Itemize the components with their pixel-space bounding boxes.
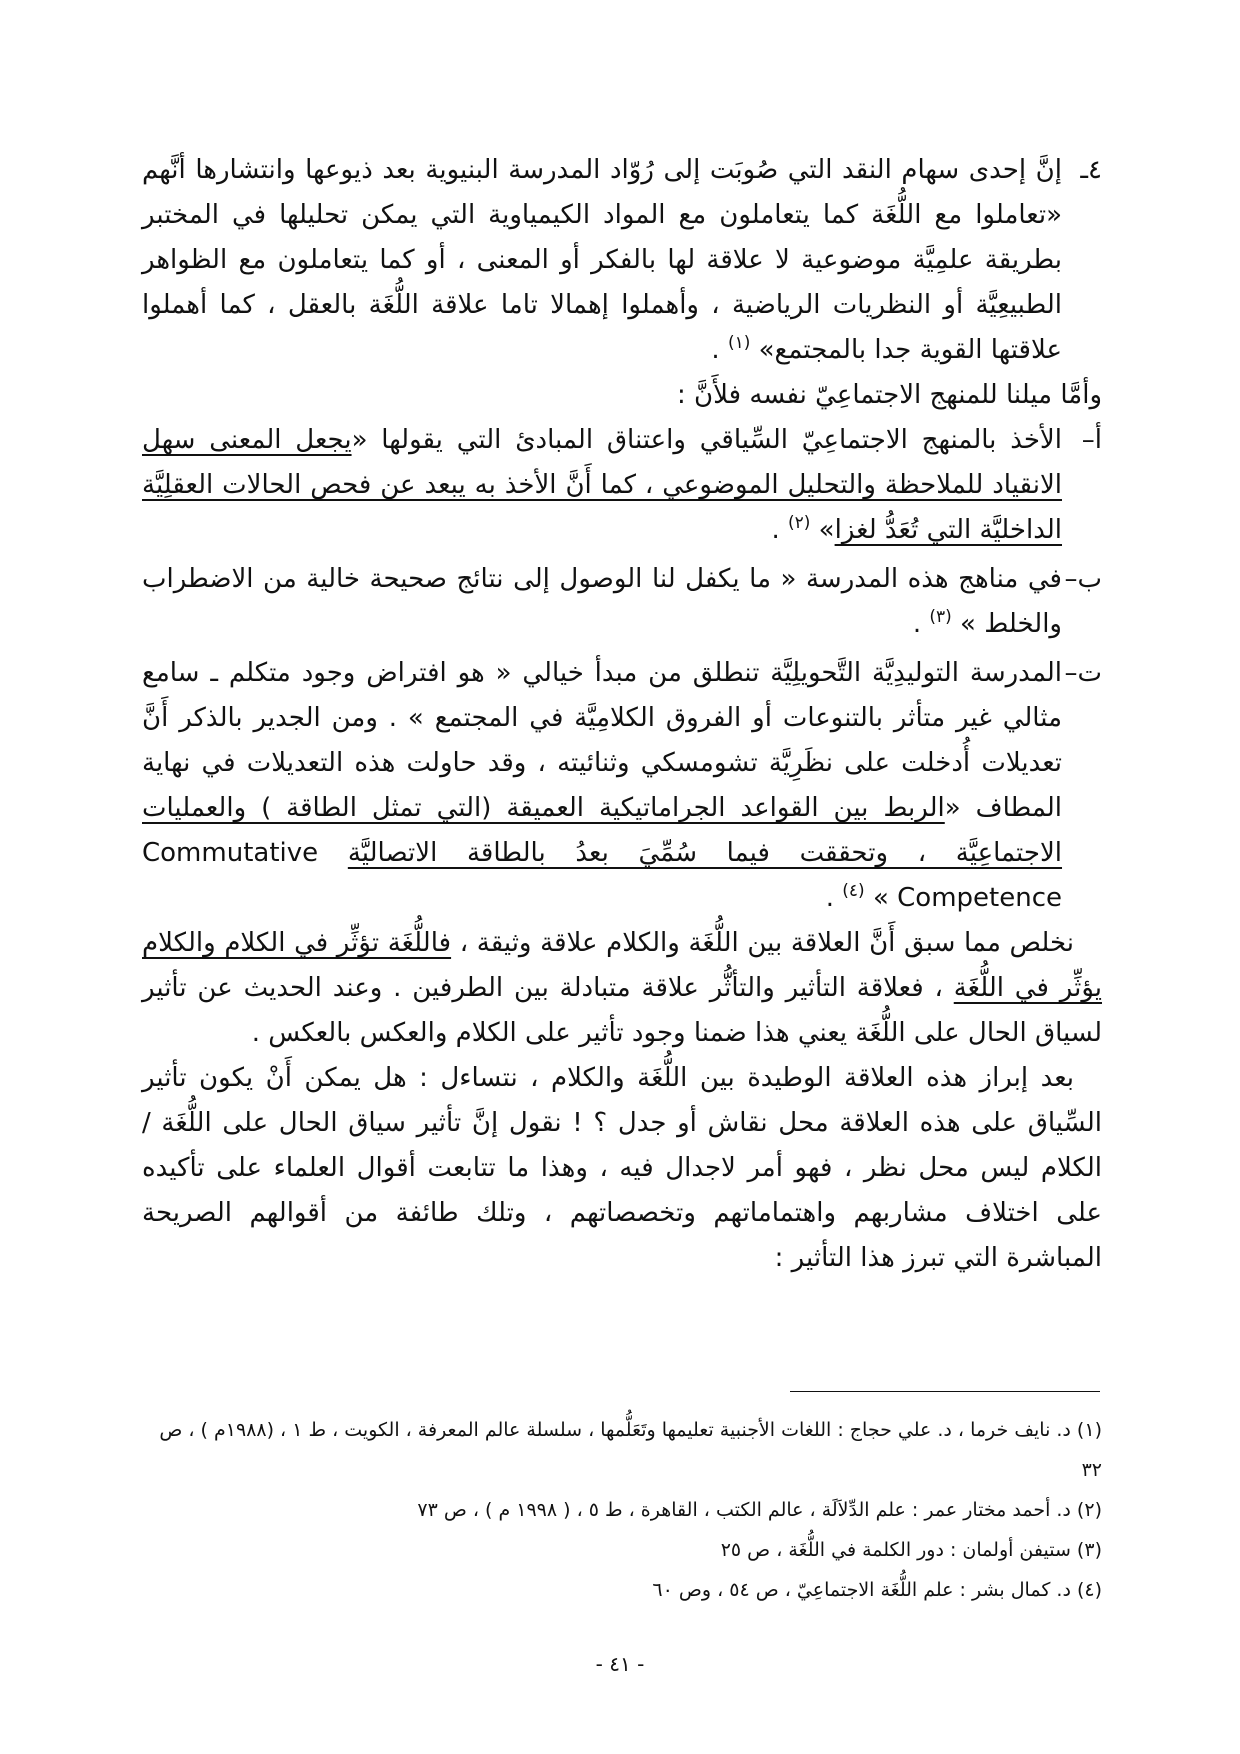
point-a: [142, 418, 1102, 553]
paragraph-1-rest: ، فعلاقة التأثير والتأثُّر علاقة متبادلة بين الطرفين . وعند الحديث عن تأثير لسياق الحال على اللُّغَة يعني هذا ضمنا وجود تأثير على الكلام والعكس بالعكس .: [142, 973, 1102, 1048]
point-a-text: الأخذ بالمنهج الاجتماعِيّ السِّياقي واعتناق المبادئ التي يقولها «: [351, 425, 1062, 455]
point-b-end: .: [912, 609, 922, 639]
point-t-content: [142, 651, 1062, 921]
paragraph-1-text: نخلص مما سبق أَنَّ العلاقة بين اللُّغَة والكلام علاقة وثيقة ،: [451, 928, 1074, 958]
footnotes: [142, 1410, 1102, 1610]
point-t-underlined: الربط بين القواعد الجراماتيكية العميقة (التي تمثل الطاقة ) والعمليات الاجتماعِيَّة ، وتحققت فيما سُمِّيَ بعدُ بالطاقة الاتصاليَّة: [142, 793, 1063, 868]
point-4-text: إنَّ إحدى سهام النقد التي صُوبَت إلى رُوّاد المدرسة البنيوية بعد ذيوعها وانتشارها أنَّهم «تعاملوا مع اللُّغَة كما يتعاملون مع المواد الكيمياوية التي يمكن تحليلها في المختبر بطريقة علمِيَّة موضوعية لا علاقة لها بالفكر أو المعنى ، أو كما يتعاملون مع الظواهر الطبيعِيَّة أو النظريات الرياضية ، وأهملوا إهمالا تاما علاقة اللُّغَة بالعقل ، كما أهملوا علاقتها القوية جدا بالمجتمع»: [142, 155, 1062, 365]
footnote-3: (٣) ستيفن أولمان : دور الكلمة في اللُّغَة ، ص ٢٥: [720, 1539, 1102, 1561]
point-t: [142, 651, 1102, 921]
point-b-content: [142, 557, 1062, 647]
point-t-latin-term: Commutative Competence: [142, 838, 1062, 913]
point-a-underlined: يجعل المعنى سهل الانقياد للملاحظة والتحليل الموضوعي ، كما أَنَّ الأخذ به يبعد عن فحص الحالات العقلِيَّة الداخليَّة التي تُعَدُّ لغزا: [142, 425, 1062, 545]
paragraph-1: [142, 921, 1102, 1056]
point-4-content: [142, 148, 1062, 373]
footnote-2: (٢) د. أحمد مختار عمر : علم الدِّلاَلَة ، عالم الكتب ، القاهرة ، ط ٥ ، ( ١٩٩٨ م ) ، ص ٧٣: [417, 1499, 1102, 1521]
point-t-text: المدرسة التوليدِيَّة التَّحويلِيَّة تنطلق من مبدأ خيالي « هو افتراض وجود متكلم ـ سامع مثالي غير متأثر بالتنوعات أو الفروق الكلامِيَّة في المجتمع » . ومن الجدير بالذكر أَنَّ تعديلات أُدخلت على نظَرِيَّة تشومسكي وثنائيته ، وقد حاولت هذه التعديلات في نهاية المطاف «: [142, 658, 1062, 823]
point-4: [142, 148, 1102, 373]
footnote-4: (٤) د. كمال بشر : علم اللُّغَة الاجتماعِيّ ، ص ٥٤ ، وص ٦٠: [652, 1579, 1102, 1601]
point-b-text: في مناهج هذه المدرسة « ما يكفل لنا الوصول إلى نتائج صحيحة خالية من الاضطراب والخلط »: [142, 564, 1062, 639]
point-t-close-quote: »: [872, 883, 889, 913]
main-text: [142, 148, 1102, 1281]
point-a-end: .: [771, 515, 780, 545]
footnote-ref-3[interactable]: (٣): [929, 607, 952, 627]
footnote-ref-4[interactable]: (٤): [842, 881, 865, 901]
point-t-label: ت–: [1064, 658, 1102, 688]
footnote-1: (١) د. نايف خرما ، د. علي حجاج : اللغات الأجنبية تعليمها وتَعَلُّمها ، سلسلة عالم المعرفة ، الكويت ، ط ١ ، (١٩٨٨م ) ، ص ٣٢: [159, 1419, 1102, 1481]
footnote-ref-1[interactable]: (١): [727, 333, 751, 353]
footnote-separator: [790, 1391, 1100, 1392]
point-a-close-quote: »: [818, 515, 835, 545]
point-t-end: .: [825, 883, 834, 913]
point-b: [142, 557, 1102, 647]
paragraph-2: بعد إبراز هذه العلاقة الوطيدة بين اللُّغَة والكلام ، نتساءل : هل يمكن أَنْ يكون تأثير السِّياق على هذه العلاقة محل نقاش أو جدل ؟ ! نقول إنَّ تأثير سياق الحال على اللُّغَة / الكلام ليس محل نظر ، فهو أمر لاجدال فيه ، وهذا ما تتابعت أقوال العلماء على تأكيده على اختلاف مشاربهم واهتماماتهم وتخصصاتهم ، وتلك طائفة من أقوالهم الصريحة المباشرة التي تبرز هذا التأثير :: [142, 1063, 1102, 1273]
point-b-label: ب–: [1064, 564, 1102, 594]
intro-line: وأمَّا ميلنا للمنهج الاجتماعِيّ نفسه فلأَنَّ :: [677, 380, 1102, 410]
page-number: - ٤١ -: [595, 1652, 645, 1676]
paragraph-1-underlined: فاللُّغَة تؤثِّر في الكلام والكلام يؤثِّر في اللُّغَة: [142, 928, 1102, 1003]
point-a-content: [142, 418, 1062, 553]
point-a-label: أ–: [1081, 425, 1102, 455]
point-4-end: .: [711, 335, 720, 365]
footnote-ref-2[interactable]: (٢): [787, 513, 811, 533]
point-4-label: ٤ـ: [1080, 155, 1102, 185]
